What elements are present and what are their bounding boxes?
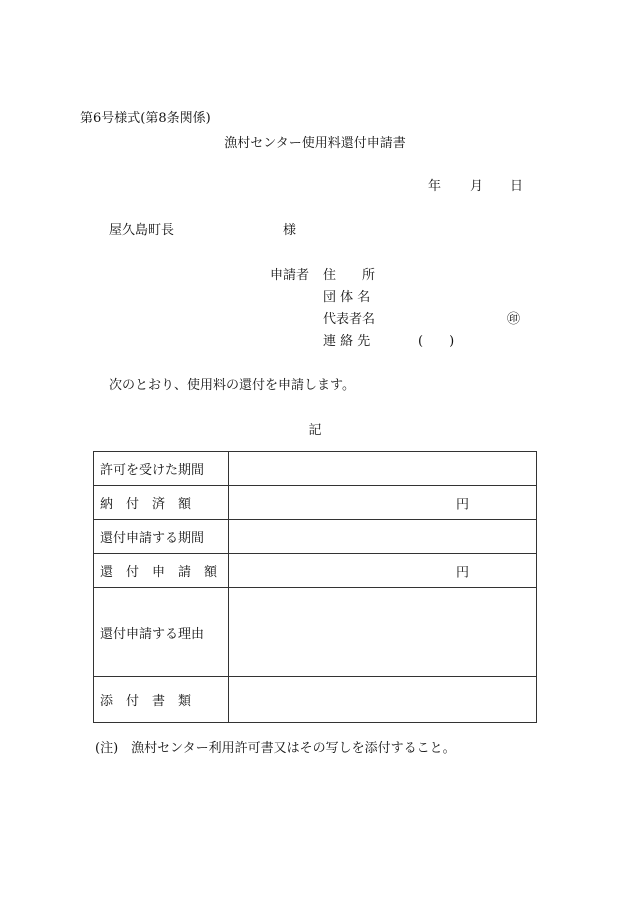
table-row bbox=[94, 520, 537, 554]
row-label-permitted-period: 許可を受けた期間 bbox=[94, 452, 229, 486]
value-refund-period bbox=[229, 520, 537, 554]
table-row bbox=[94, 677, 537, 723]
contact-parentheses: ( ) bbox=[418, 334, 455, 349]
unit-yen: 円 bbox=[456, 565, 470, 580]
date-month: 月 bbox=[470, 179, 484, 194]
table-row bbox=[94, 452, 537, 486]
detail-table bbox=[93, 451, 537, 723]
applicant-field-address: 住 所 bbox=[323, 268, 376, 283]
row-label-paid-amount: 納 付 済 額 bbox=[94, 486, 229, 520]
row-label-refund-amount: 還 付 申 請 額 bbox=[94, 554, 229, 588]
applicant-field-representative: 代表者名 bbox=[323, 312, 376, 327]
date-day: 日 bbox=[510, 179, 524, 194]
unit-yen: 円 bbox=[456, 497, 470, 512]
addressee-honorific: 様 bbox=[283, 223, 297, 238]
value-refund-reason bbox=[229, 588, 537, 677]
applicant-field-group-name: 団 体 名 bbox=[323, 290, 371, 305]
form-number: 第6号様式(第8条関係) bbox=[80, 111, 211, 126]
application-statement: 次のとおり、使用料の還付を申請します。 bbox=[109, 378, 355, 393]
addressee-name: 屋久島町長 bbox=[109, 223, 175, 238]
row-label-attachments: 添 付 書 類 bbox=[94, 677, 229, 723]
date-year: 年 bbox=[428, 179, 442, 194]
table-row bbox=[94, 486, 537, 520]
document-title: 漁村センター使用料還付申請書 bbox=[224, 136, 406, 151]
row-label-refund-period: 還付申請する期間 bbox=[94, 520, 229, 554]
table-row bbox=[94, 588, 537, 677]
ki-heading: 記 bbox=[308, 423, 322, 438]
row-label-refund-reason: 還付申請する理由 bbox=[94, 588, 229, 677]
applicant-label: 申請者 bbox=[270, 268, 310, 283]
value-paid-amount bbox=[229, 486, 537, 520]
applicant-field-contact: 連 絡 先 bbox=[323, 334, 371, 349]
value-permitted-period bbox=[229, 452, 537, 486]
seal-mark: ㊞ bbox=[507, 312, 521, 327]
value-refund-amount bbox=[229, 554, 537, 588]
note: (注) 漁村センター利用許可書又はその写しを添付すること。 bbox=[95, 741, 456, 756]
table-row bbox=[94, 554, 537, 588]
value-attachments bbox=[229, 677, 537, 723]
